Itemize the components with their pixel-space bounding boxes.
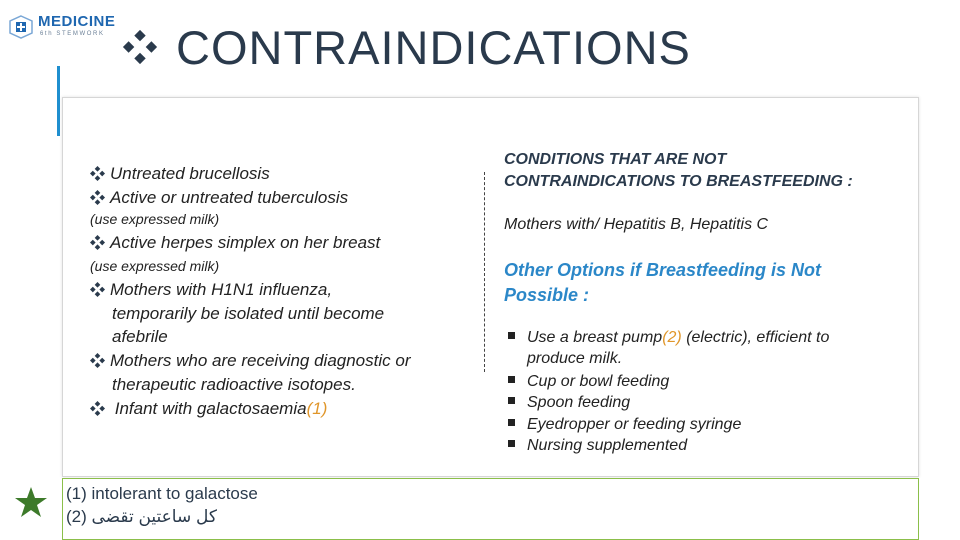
- diamond-bullet-icon: [90, 401, 105, 416]
- square-bullet-icon: [508, 332, 515, 339]
- list-item: Active or untreated tuberculosis: [90, 188, 348, 208]
- list-note: (use expressed milk): [90, 258, 220, 274]
- diamond-bullet-icon: [90, 235, 105, 250]
- footnote-ref: (1): [306, 399, 328, 418]
- option-item: Spoon feeding: [508, 394, 630, 412]
- list-item: Untreated brucellosis: [90, 164, 270, 184]
- list-item-continued: temporarily be isolated until become: [112, 304, 385, 323]
- medicine-logo: [8, 12, 116, 42]
- logo-badge-icon: [8, 15, 34, 39]
- square-bullet-icon: [508, 440, 515, 447]
- accent-bar: [57, 66, 60, 136]
- footnote-ref: (2): [662, 329, 682, 346]
- diamond-bullet-icon: [90, 166, 105, 181]
- logo-name: MEDICINE: [38, 13, 116, 30]
- logo-subtitle: 6th STEMWORK: [40, 31, 105, 37]
- option-item: Nursing supplemented: [508, 437, 687, 455]
- page-title: CONTRAINDICATIONS: [176, 21, 691, 74]
- square-bullet-icon: [508, 376, 515, 383]
- option-item: Eyedropper or feeding syringe: [508, 416, 741, 434]
- footnote-1: (1) intolerant to galactose: [66, 484, 258, 503]
- hepatitis-text: Mothers with/ Hepatitis B, Hepatitis C: [504, 216, 769, 233]
- footnote-2: (2) كل ساعتين تقضى: [66, 507, 217, 526]
- star-icon: [14, 486, 48, 520]
- list-item: Mothers who are receiving diagnostic or: [90, 351, 410, 371]
- list-item-continued: afebrile: [112, 327, 168, 346]
- list-item-continued: therapeutic radioactive isotopes.: [112, 375, 356, 394]
- list-item: Infant with galactosaemia(1): [90, 399, 327, 419]
- right-heading: CONDITIONS THAT ARE NOT: [504, 151, 727, 168]
- other-options-heading: Possible :: [504, 285, 590, 305]
- diamond-bullet-icon: [90, 190, 105, 205]
- diamond-bullet-icon: [90, 353, 105, 368]
- other-options-heading: Other Options if Breastfeeding is Not: [504, 260, 822, 280]
- list-item: Active herpes simplex on her breast: [90, 233, 380, 253]
- square-bullet-icon: [508, 397, 515, 404]
- list-note: (use expressed milk): [90, 211, 220, 227]
- right-heading: CONTRAINDICATIONS TO BREASTFEEDING :: [504, 173, 853, 190]
- diamond-bullet-icon: [90, 282, 105, 297]
- square-bullet-icon: [508, 419, 515, 426]
- option-item: Use a breast pump(2) (electric), efficient to: [508, 329, 829, 347]
- option-item: Cup or bowl feeding: [508, 373, 669, 391]
- list-item: Mothers with H1N1 influenza,: [90, 280, 332, 300]
- title-diamond-bullet-icon: [121, 28, 159, 66]
- column-divider: [484, 172, 485, 372]
- option-item-continued: produce milk.: [527, 350, 623, 367]
